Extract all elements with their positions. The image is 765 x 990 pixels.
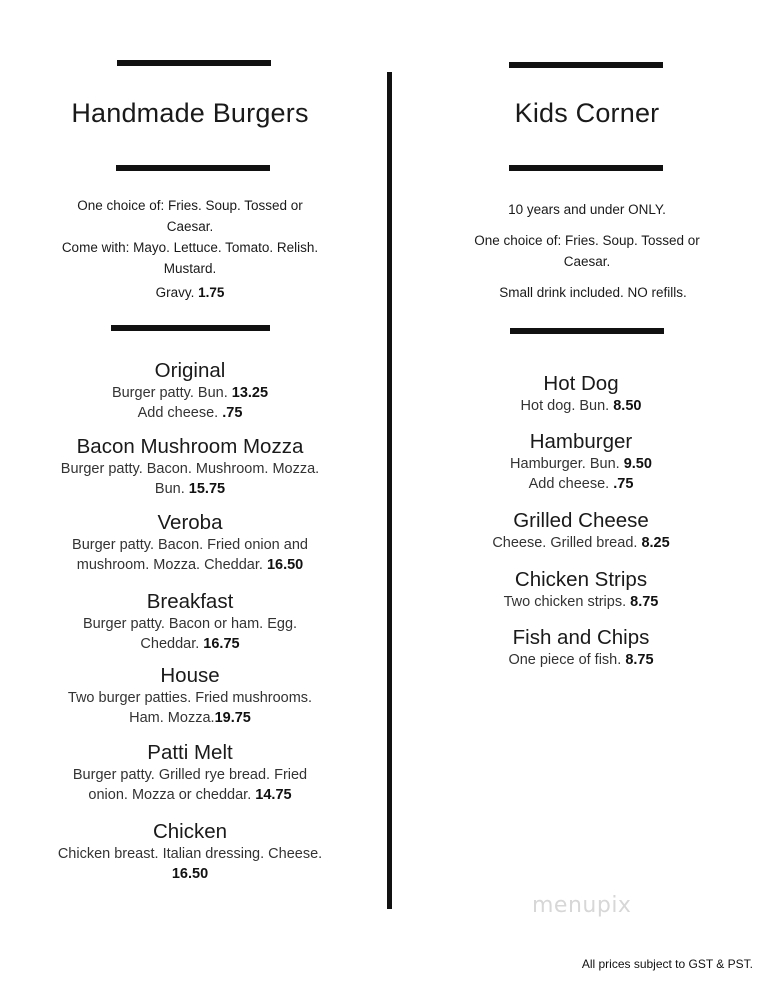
kids-info [437,199,737,303]
item-description [431,454,731,474]
item-price-line [45,864,335,884]
item-description [60,614,320,654]
item-desc-text: Two burger patties. Fried mushrooms. Ham. Mozza. [67,690,313,726]
item-desc-text: Burger patty. Bacon. Fried onion and mushroom. Mozza. Cheddar. [72,537,308,573]
menu-item-fish-and-chips [431,626,731,670]
item-desc-text: One piece of fish. [508,652,626,668]
item-name: Hamburger [529,430,633,453]
item-addon-text: Add cheese. [137,405,223,421]
item-desc-text: Burger patty. Bun. [111,385,232,401]
menu-item-original [40,359,340,423]
menu-item-house [50,664,330,728]
item-name: Grilled Cheese [513,509,649,532]
item-description [431,533,731,553]
burgers-gravy-label: Gravy. [155,285,199,300]
burgers-toppings: Come with: Mayo. Lettuce. Tomato. Relish. Mustard. [61,240,319,276]
menu-item-veroba [55,511,325,575]
item-description [48,459,332,499]
item-name: Bacon Mushroom Mozza [76,435,304,458]
item-name: House [160,664,220,687]
burgers-info [40,195,340,303]
item-addon-price: .75 [222,405,243,421]
item-price: 19.75 [214,710,251,726]
menu-item-patti-melt [55,741,325,805]
burgers-gravy [40,282,340,303]
item-price: 8.75 [630,594,659,610]
item-desc-text: Two chicken strips. [503,594,631,610]
menupix-watermark: menupix [532,893,632,918]
item-description [431,396,731,416]
menu-item-grilled-cheese [431,509,731,553]
menu-item-hamburger [431,430,731,494]
item-price: 8.75 [625,652,654,668]
burgers-heading: Handmade Burgers [71,98,309,128]
item-name: Chicken Strips [514,568,648,591]
item-description [431,592,731,612]
item-name: Veroba [157,511,223,534]
right-top-bar [509,62,663,68]
left-info-underline-bar [111,325,270,331]
item-description [40,383,340,403]
left-top-bar [117,60,271,66]
right-heading-underline-bar [509,165,663,171]
tax-footnote: All prices subject to GST & PST. [581,957,753,971]
kids-side-choice: One choice of: Fries. Soup. Tossed or Caesar. [474,233,700,269]
item-description [50,688,330,728]
item-price: 8.50 [613,398,642,414]
item-price: 15.75 [188,481,226,497]
menu-item-breakfast [60,590,320,654]
item-name: Hot Dog [543,372,619,395]
item-desc-text: Hamburger. Bun. [510,456,624,472]
item-price: 16.50 [266,557,304,573]
item-desc-text: Cheese. Grilled bread. [492,535,642,551]
kids-age-limit: 10 years and under ONLY. [508,202,666,217]
item-description [55,535,325,575]
kids-corner-heading: Kids Corner [514,98,660,128]
item-desc-text: Burger patty. Bacon or ham. Egg. Cheddar. [82,616,298,652]
item-name: Chicken [152,820,228,843]
item-addon [40,403,340,423]
center-column-divider [387,72,392,909]
right-info-underline-bar [510,328,664,334]
item-name: Original [154,359,226,382]
item-description [431,650,731,670]
item-price: 9.50 [623,456,652,472]
item-price: 16.50 [171,866,209,882]
item-name: Fish and Chips [512,626,650,649]
item-description: Chicken breast. Italian dressing. Cheese. [57,846,323,862]
item-price: 13.25 [231,385,269,401]
burgers-gravy-price: 1.75 [198,285,225,300]
item-addon-price: .75 [613,476,634,492]
item-desc-text: Burger patty. Bacon. Mushroom. Mozza. Bun. [60,461,320,497]
item-desc-text: Hot dog. Bun. [520,398,614,414]
item-price: 14.75 [255,787,292,803]
kids-drink-note: Small drink included. NO refills. [499,285,687,300]
item-desc-text: Burger patty. Grilled rye bread. Fried onion. Mozza or cheddar. [72,767,308,803]
menu-item-chicken [45,820,335,884]
item-addon [431,474,731,494]
left-heading-underline-bar [116,165,270,171]
item-price: 16.75 [203,636,240,652]
item-name: Breakfast [146,590,234,613]
burgers-side-choice: One choice of: Fries. Soup. Tossed or Caesar. [77,198,303,234]
menu-item-hot-dog [431,372,731,416]
item-name: Patti Melt [147,741,233,764]
item-price: 8.25 [641,535,670,551]
menu-item-chicken-strips [431,568,731,612]
menu-item-bacon-mushroom-mozza [48,435,332,499]
item-description [55,765,325,805]
item-addon-text: Add cheese. [528,476,614,492]
